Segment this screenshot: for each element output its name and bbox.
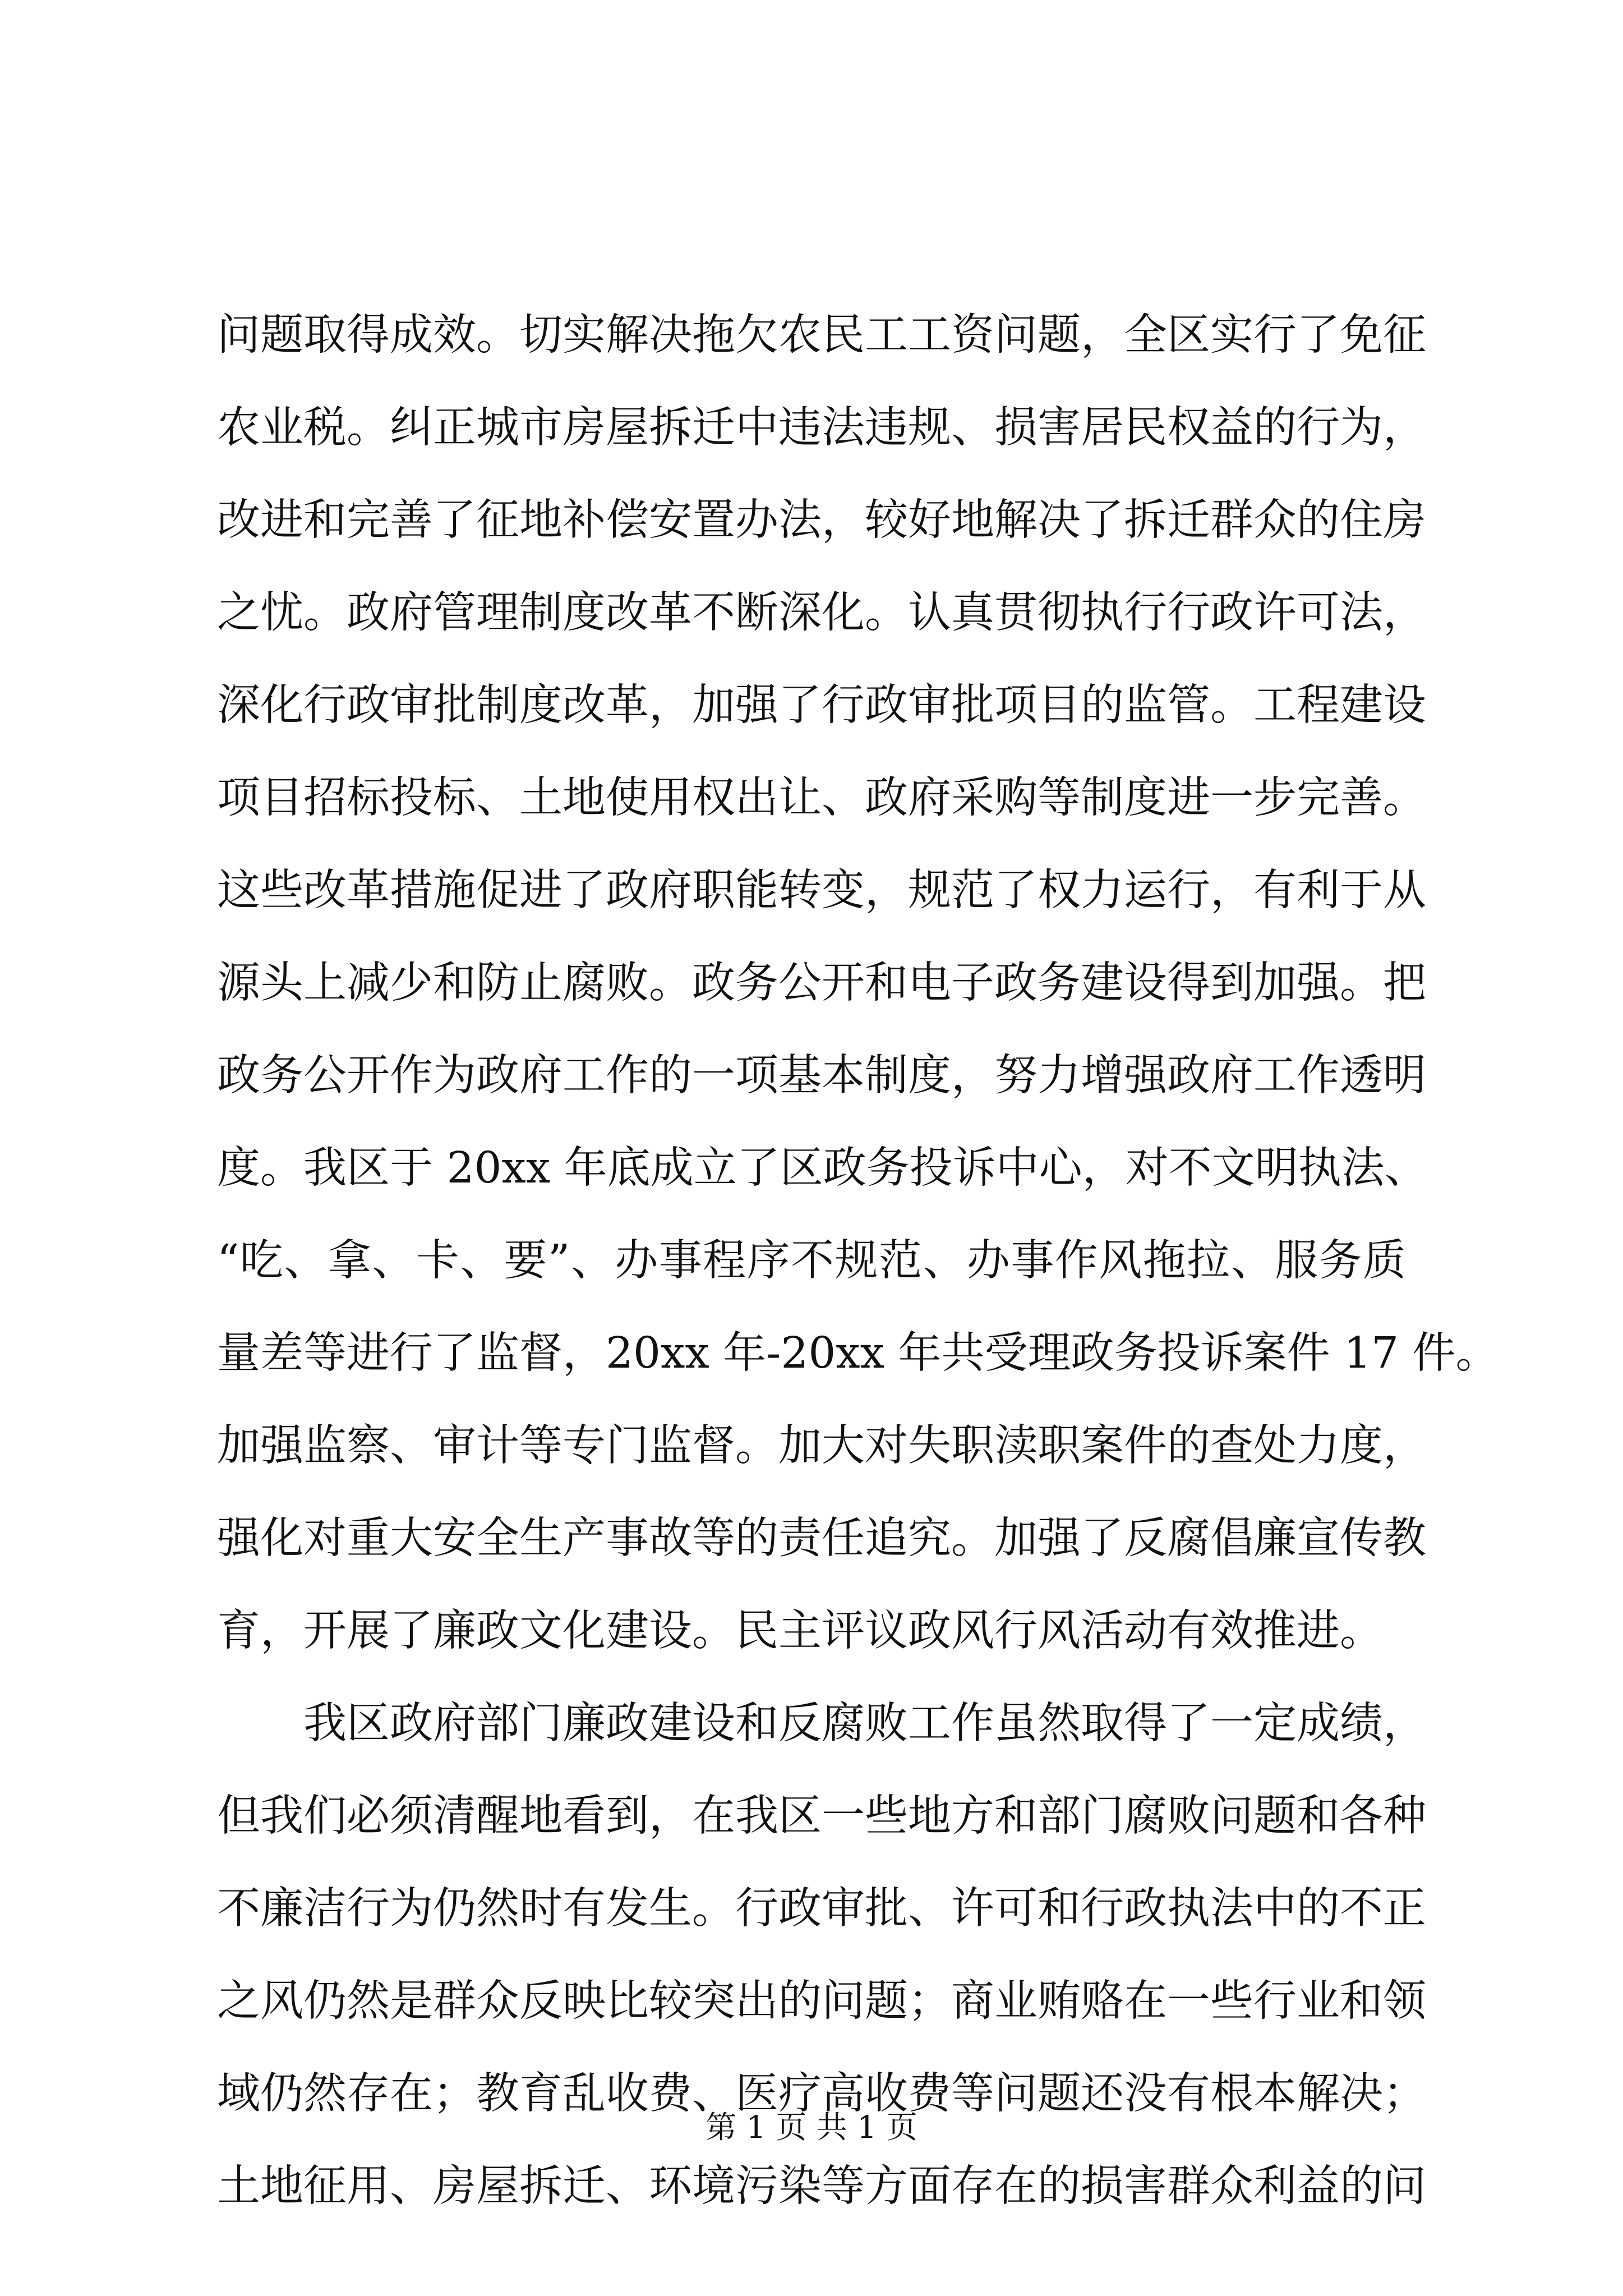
text-line: 不廉洁行为仍然时有发生。行政审批、许可和行政执法中的不正 bbox=[217, 1884, 1426, 1934]
text-line: 我区政府部门廉政建设和反腐败工作虽然取得了一定成绩， bbox=[303, 1699, 1426, 1749]
text-line: 改进和完善了征地补偿安置办法，较好地解决了拆迁群众的住房 bbox=[217, 495, 1426, 545]
page-footer bbox=[0, 2105, 1623, 2150]
text-line: 量差等进行了监督，20xx 年-20xx 年共受理政务投诉案件 17 件。 bbox=[217, 1328, 1499, 1378]
text-line: 土地征用、房屋拆迁、环境污染等方面存在的损害群众利益的问 bbox=[217, 2161, 1426, 2211]
text-line: 项目招标投标、土地使用权出让、政府采购等制度进一步完善。 bbox=[217, 773, 1426, 823]
text-line: 但我们必须清醒地看到，在我区一些地方和部门腐败问题和各种 bbox=[217, 1791, 1426, 1841]
text-line: “吃、拿、卡、要”、办事程序不规范、办事作风拖拉、服务质 bbox=[217, 1236, 1406, 1286]
text-line: 加强监察、审计等专门监督。加大对失职渎职案件的查处力度， bbox=[217, 1421, 1426, 1471]
text-line: 深化行政审批制度改革，加强了行政审批项目的监管。工程建设 bbox=[217, 680, 1426, 730]
text-line: 育，开展了廉政文化建设。民主评议政风行风活动有效推进。 bbox=[217, 1606, 1383, 1656]
text-line: 之风仍然是群众反映比较突出的问题；商业贿赂在一些行业和领 bbox=[217, 1976, 1426, 2026]
page-number: 第 1 页 共 1 页 bbox=[706, 2109, 917, 2145]
text-line: 源头上减少和防止腐败。政务公开和电子政务建设得到加强。把 bbox=[217, 958, 1426, 1008]
text-line: 之忧。政府管理制度改革不断深化。认真贯彻执行行政许可法， bbox=[217, 588, 1426, 638]
text-line: 度。我区于 20xx 年底成立了区政务投诉中心，对不文明执法、 bbox=[217, 1143, 1428, 1193]
text-line: 问题取得成效。切实解决拖欠农民工工资问题，全区实行了免征 bbox=[217, 310, 1426, 360]
text-line: 政务公开作为政府工作的一项基本制度，努力增强政府工作透明 bbox=[217, 1051, 1426, 1101]
document-body bbox=[217, 289, 1499, 2233]
text-line: 农业税。纠正城市房屋拆迁中违法违规、损害居民权益的行为， bbox=[217, 403, 1426, 453]
text-line: 这些改革措施促进了政府职能转变，规范了权力运行，有利于从 bbox=[217, 866, 1426, 915]
text-line: 强化对重大安全生产事故等的责任追究。加强了反腐倡廉宣传教 bbox=[217, 1513, 1426, 1563]
text-line: 域仍然存在；教育乱收费、医疗高收费等问题还没有根本解决； bbox=[217, 2069, 1426, 2119]
